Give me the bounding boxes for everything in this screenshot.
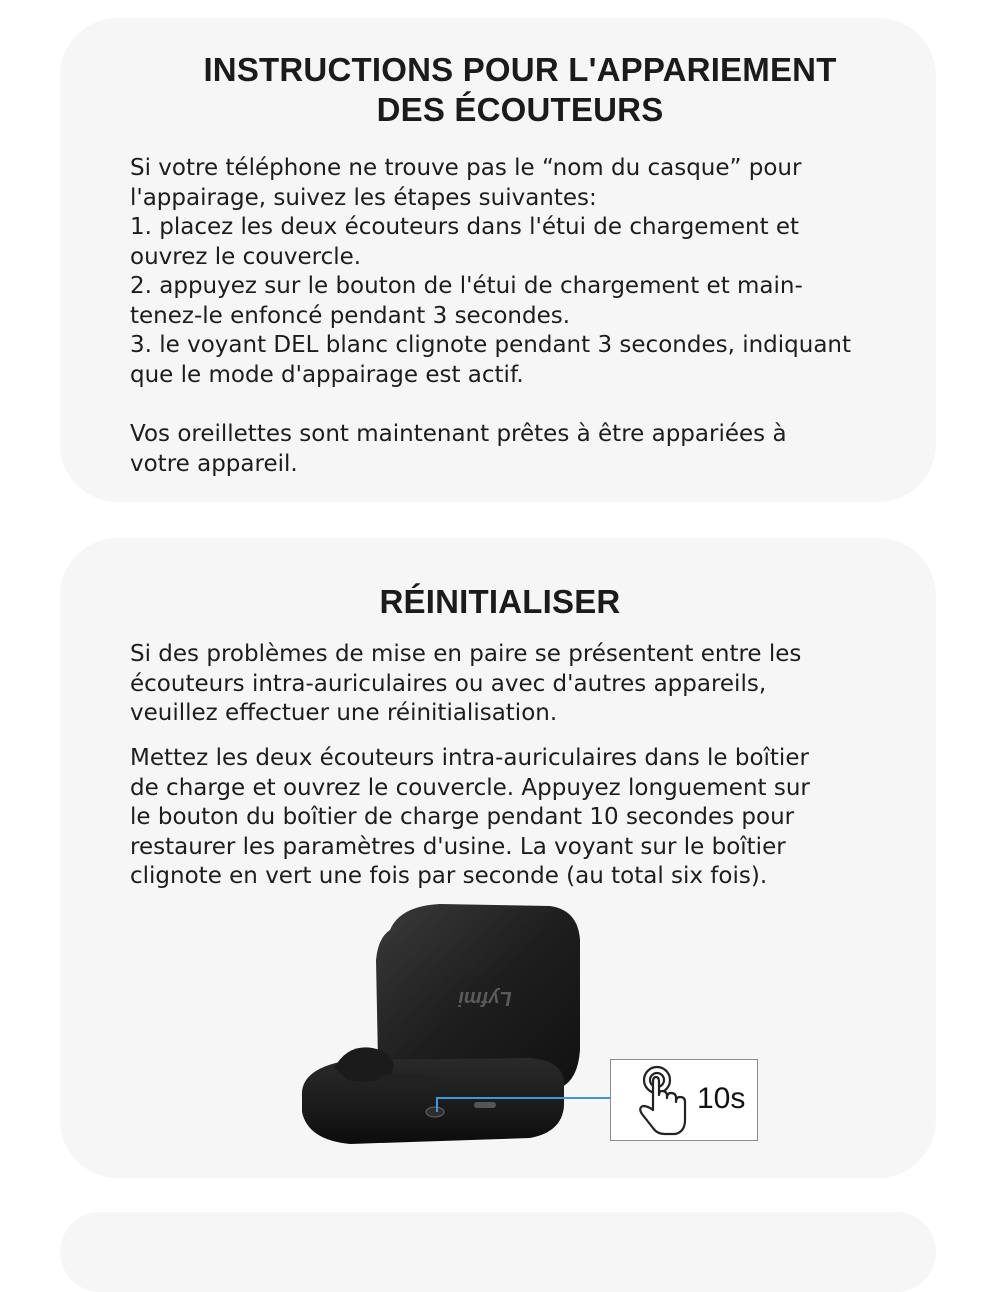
pairing-line: Si votre téléphone ne trouve pas le “nom du casque” pour bbox=[130, 155, 802, 181]
pairing-line: ouvrez le couvercle. bbox=[130, 243, 362, 270]
brand-logo bbox=[458, 987, 512, 1009]
reset-line: Mettez les deux écouteurs intra-auriculaires dans le boîtier bbox=[130, 745, 809, 771]
reset-line: de charge et ouvrez le couvercle. Appuyez longuement sur bbox=[130, 774, 810, 801]
press-duration-label: 10s bbox=[697, 1082, 746, 1115]
reset-line: restaurer les paramètres d'usine. La voyant sur le boîtier bbox=[130, 833, 786, 860]
reset-line: le bouton du boîtier de charge pendant 10 secondes pour bbox=[130, 804, 795, 830]
reset-title: RÉINITIALISER bbox=[379, 583, 621, 620]
reset-paragraph-2 bbox=[130, 744, 920, 892]
reset-paragraph-1 bbox=[130, 640, 920, 729]
svg-text:Lyfmi: Lyfmi bbox=[458, 987, 512, 1009]
pairing-closing-line: Vos oreillettes sont maintenant prêtes à être appariées à bbox=[130, 421, 787, 447]
press-hand-icon bbox=[633, 1062, 693, 1140]
press-duration-callout bbox=[610, 1059, 758, 1141]
pairing-card bbox=[60, 18, 936, 502]
next-card-edge bbox=[60, 1212, 936, 1292]
usb-port bbox=[474, 1102, 496, 1108]
reset-card bbox=[60, 538, 936, 1178]
reset-line: clignote en vert une fois par seconde (au total six fois). bbox=[130, 863, 768, 889]
pairing-title-line1: INSTRUCTIONS POUR L'APPARIEMENT bbox=[203, 51, 837, 88]
pairing-step-3: 3. le voyant DEL blanc clignote pendant 3 secondes, indiquant bbox=[130, 332, 852, 358]
pairing-line: l'appairage, suivez les étapes suivantes: bbox=[130, 184, 597, 211]
pairing-line: tenez-le enfoncé pendant 3 secondes. bbox=[130, 302, 571, 329]
pairing-instructions bbox=[130, 154, 920, 390]
reset-line: Si des problèmes de mise en paire se présentent entre les bbox=[130, 641, 802, 667]
pairing-title bbox=[160, 50, 880, 130]
pairing-closing bbox=[130, 420, 920, 479]
reset-button bbox=[426, 1107, 444, 1117]
reset-line: veuillez effectuer une réinitialisation. bbox=[130, 700, 558, 726]
pairing-step-2: 2. appuyez sur le bouton de l'étui de chargement et main- bbox=[130, 273, 803, 299]
pairing-closing-line: votre appareil. bbox=[130, 450, 298, 477]
pairing-line: que le mode d'appairage est actif. bbox=[130, 361, 524, 388]
pairing-step-1: 1. placez les deux écouteurs dans l'étui de chargement et bbox=[130, 214, 800, 240]
pairing-title-line2: DES ÉCOUTEURS bbox=[376, 91, 664, 128]
reset-line: écouteurs intra-auriculaires ou avec d'autres appareils, bbox=[130, 670, 767, 697]
